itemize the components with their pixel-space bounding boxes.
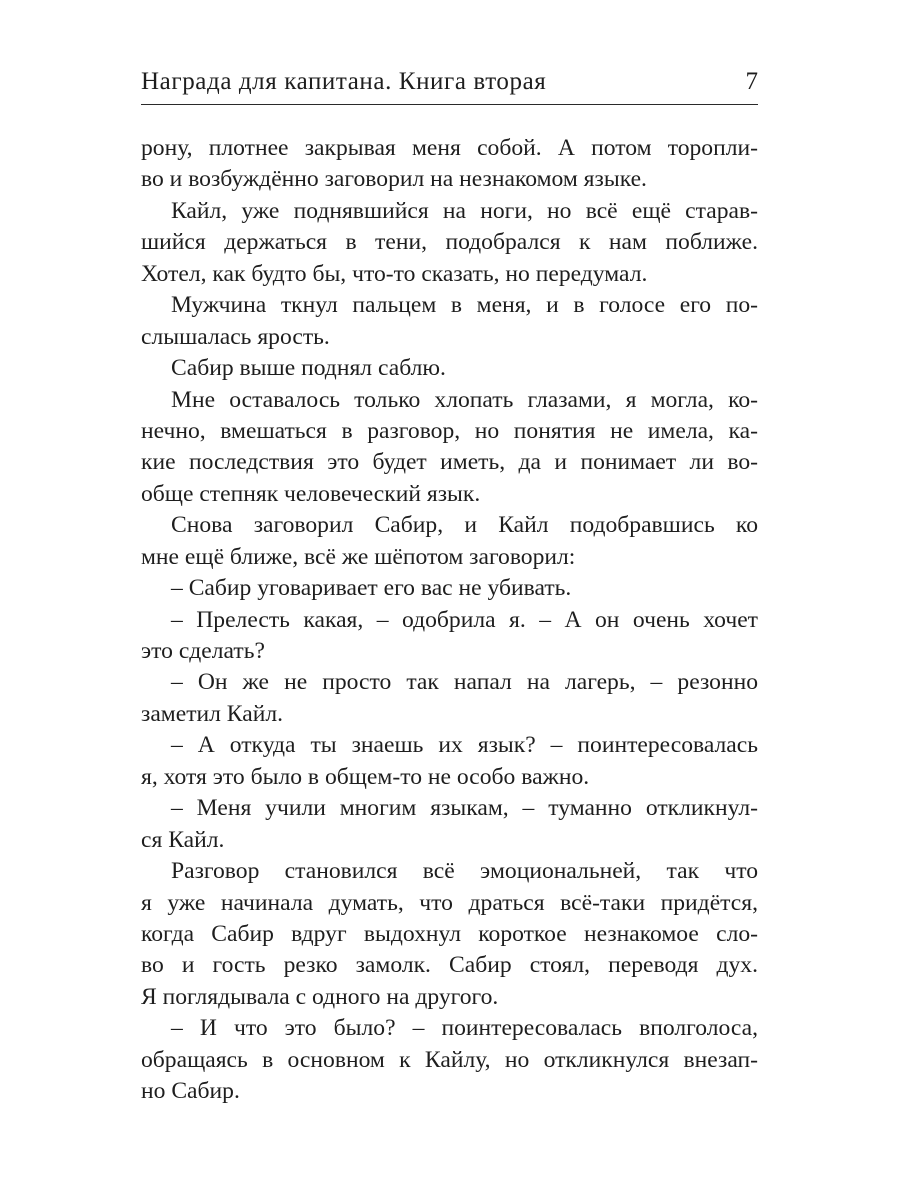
text-line: Разговор становился всё эмоциональней, так что	[171, 858, 758, 885]
text-line: во и гость резко замолк. Сабир стоял, переводя дух.	[141, 952, 758, 979]
running-header	[141, 64, 758, 105]
text-line: – Он же не просто так напал на лагерь, – резонно	[171, 669, 758, 696]
text-line: заметил Кайл.	[141, 700, 284, 727]
text-line: – А откуда ты знаешь их язык? – поинтересовалась	[171, 732, 758, 759]
paragraph	[141, 605, 758, 668]
text-line: Мне оставалось только хлопать глазами, я могла, ко-	[171, 386, 758, 413]
text-line: Я поглядывала с одного на другого.	[141, 983, 499, 1010]
text-line: обще степняк человеческий язык.	[141, 480, 481, 507]
paragraph	[141, 793, 758, 856]
paragraph	[141, 1013, 758, 1107]
paragraph	[141, 510, 758, 573]
text-line: шийся держаться в тени, подобрался к нам поближе.	[141, 229, 758, 256]
paragraph	[141, 573, 758, 604]
paragraph	[141, 385, 758, 511]
text-line: я уже начинала думать, что драться всё-таки придётся,	[141, 889, 758, 916]
text-line: когда Сабир вдруг выдохнул короткое незнакомое сло-	[141, 920, 758, 947]
paragraph	[141, 667, 758, 730]
text-line: кие последствия это будет иметь, да и понимает ли во-	[141, 449, 758, 476]
paragraph	[141, 856, 758, 1013]
paragraph	[141, 353, 758, 384]
paragraph	[141, 730, 758, 793]
text-line: я, хотя это было в общем-то не особо важно.	[141, 763, 590, 790]
book-title: Награда для капитана. Книга вторая	[141, 68, 547, 95]
text-line: слышалась ярость.	[141, 323, 330, 350]
paragraph	[141, 290, 758, 353]
text-line: обращаясь в основном к Кайлу, но откликнулся внезап-	[141, 1046, 758, 1073]
text-line: – Прелесть какая, – одобрила я. – А он очень хочет	[171, 606, 758, 633]
text-line: во и возбуждённо заговорил на незнакомом языке.	[141, 166, 647, 193]
page-body-text	[141, 133, 758, 1108]
paragraph	[141, 196, 758, 290]
text-line: но Сабир.	[141, 1078, 240, 1105]
text-line: Снова заговорил Сабир, и Кайл подобравшись ко	[171, 512, 758, 539]
text-line: – Меня учили многим языкам, – туманно откликнул-	[171, 795, 758, 822]
text-line: Кайл, уже поднявшийся на ноги, но всё ещё старав-	[171, 197, 758, 224]
text-line: это сделать?	[141, 638, 265, 664]
text-line: рону, плотнее закрывая меня собой. А потом торопли-	[141, 135, 758, 161]
text-line: – Сабир уговаривает его вас не убивать.	[171, 575, 572, 602]
text-line: – И что это было? – поинтересовалась вполголоса,	[171, 1015, 758, 1042]
text-line: Сабир выше поднял саблю.	[171, 355, 446, 382]
page-number: 7	[745, 68, 758, 95]
text-line: нечно, вмешаться в разговор, но понятия не имела, ка-	[141, 417, 758, 444]
text-line: ся Кайл.	[141, 826, 225, 853]
text-line: Мужчина ткнул пальцем в меня, и в голосе его по-	[171, 292, 758, 319]
text-line: мне ещё ближе, всё же шёпотом заговорил:	[141, 543, 576, 570]
paragraph	[141, 133, 758, 196]
text-line: Хотел, как будто бы, что-то сказать, но передумал.	[141, 260, 648, 287]
